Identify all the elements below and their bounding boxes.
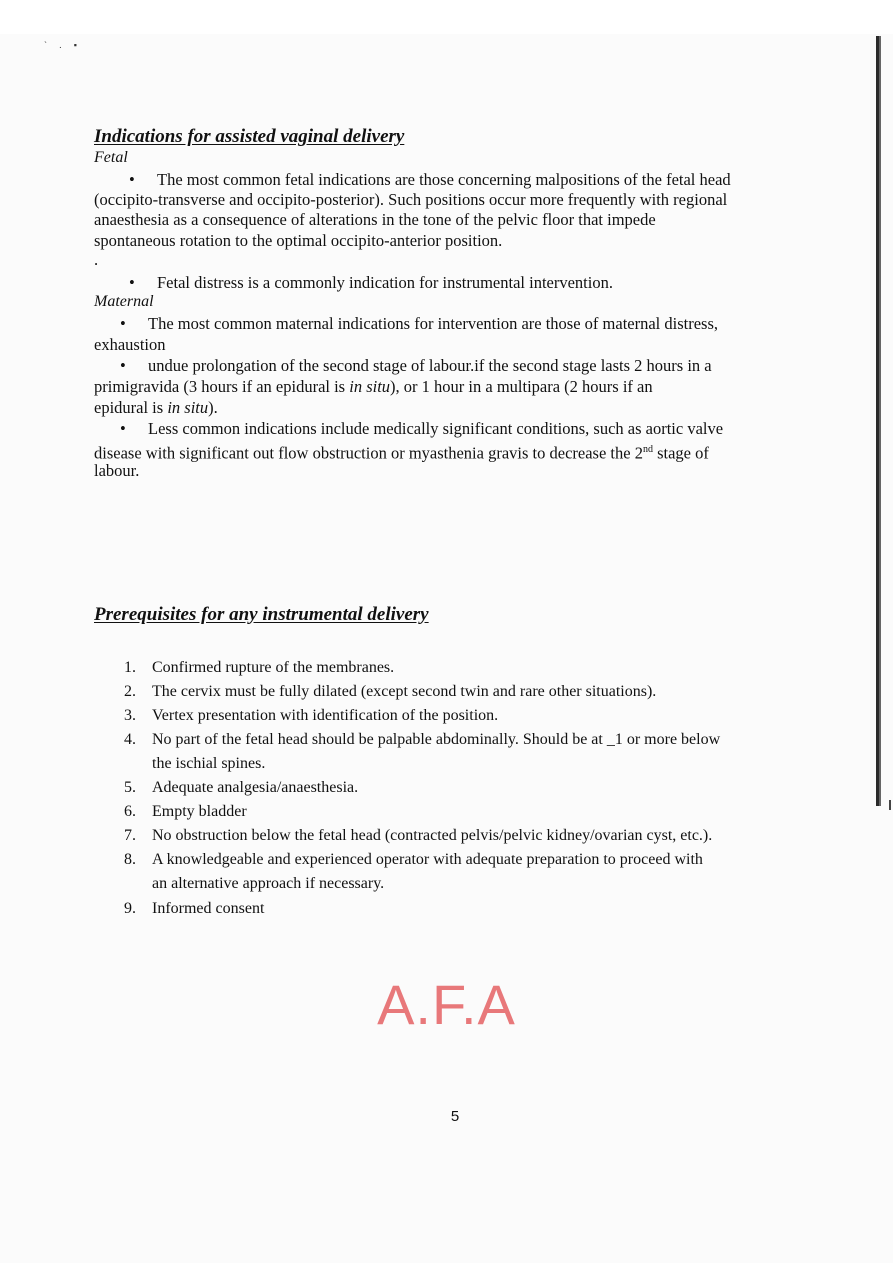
watermark: A.F.A: [377, 973, 516, 1036]
fetal-bullet-1-line-1: • The most common fetal indications are those concerning malpositions of the fetal head: [129, 170, 731, 189]
list-item-continuation: an alternative approach if necessary.: [152, 875, 385, 892]
maternal-bullet-1-line-2: exhaustion: [94, 335, 166, 354]
scan-edge-shadow: [876, 36, 885, 806]
list-item: 2. The cervix must be fully dilated (except second twin and rare other situations).: [124, 683, 657, 700]
bullet-icon: •: [120, 314, 126, 333]
fetal-bullet-1-line-3: anaesthesia as a consequence of alterations in the tone of the pelvic floor that impede: [94, 210, 656, 229]
list-item: 3. Vertex presentation with identification of the position.: [124, 707, 499, 724]
list-item-continuation: the ischial spines.: [152, 755, 266, 772]
bullet-icon: •: [120, 419, 126, 438]
list-item: 8. A knowledgeable and experienced operator with adequate preparation to proceed with: [124, 851, 703, 868]
stray-mark: .: [94, 250, 99, 269]
list-item: 6. Empty bladder: [124, 803, 247, 820]
maternal-bullet-2-line-3: epidural is in situ).: [94, 398, 218, 417]
maternal-bullet-2-line-1: • undue prolongation of the second stage of labour.if the second stage lasts 2 hours in a: [120, 356, 712, 375]
scan-top-band: [0, 0, 893, 34]
scan-edge-mark: [889, 800, 891, 810]
list-item: 9. Informed consent: [124, 900, 265, 917]
maternal-bullet-3-line-1: • Less common indications include medically significant conditions, such as aortic valve: [120, 419, 724, 438]
section-heading-prerequisites: Prerequisites for any instrumental delivery: [94, 604, 429, 625]
maternal-bullet-1-line-1: • The most common maternal indications for intervention are those of maternal distress,: [120, 314, 719, 333]
scan-specks: ` . ▪: [44, 40, 82, 50]
maternal-bullet-3-line-3: labour.: [94, 461, 140, 480]
fetal-bullet-1-line-4: spontaneous rotation to the optimal occipito-anterior position.: [94, 231, 503, 250]
maternal-bullet-2-line-2: primigravida (3 hours if an epidural is in situ), or 1 hour in a multipara (2 hours if an: [94, 377, 653, 396]
section-heading-indications: Indications for assisted vaginal delivery: [94, 126, 405, 147]
bullet-icon: •: [129, 170, 135, 189]
bullet-icon: •: [129, 273, 135, 292]
fetal-label: Fetal: [94, 149, 128, 166]
list-item: 1. Confirmed rupture of the membranes.: [124, 659, 395, 676]
bullet-icon: •: [120, 356, 126, 375]
maternal-bullet-3-line-2: disease with significant out flow obstruction or myasthenia gravis to decrease the 2nd stage of: [94, 443, 709, 463]
fetal-bullet-2: • Fetal distress is a commonly indication for instrumental intervention.: [129, 273, 613, 292]
page-number: 5: [450, 1108, 460, 1125]
list-item: 7. No obstruction below the fetal head (contracted pelvis/pelvic kidney/ovarian cyst, etc.).: [124, 827, 713, 844]
list-item: 4. No part of the fetal head should be palpable abdominally. Should be at _1 or more below: [124, 731, 721, 748]
maternal-label: Maternal: [94, 293, 154, 310]
list-item: 5. Adequate analgesia/anaesthesia.: [124, 779, 359, 796]
fetal-bullet-1-line-2: (occipito-transverse and occipito-posterior). Such positions occur more frequently with regional: [94, 190, 728, 209]
